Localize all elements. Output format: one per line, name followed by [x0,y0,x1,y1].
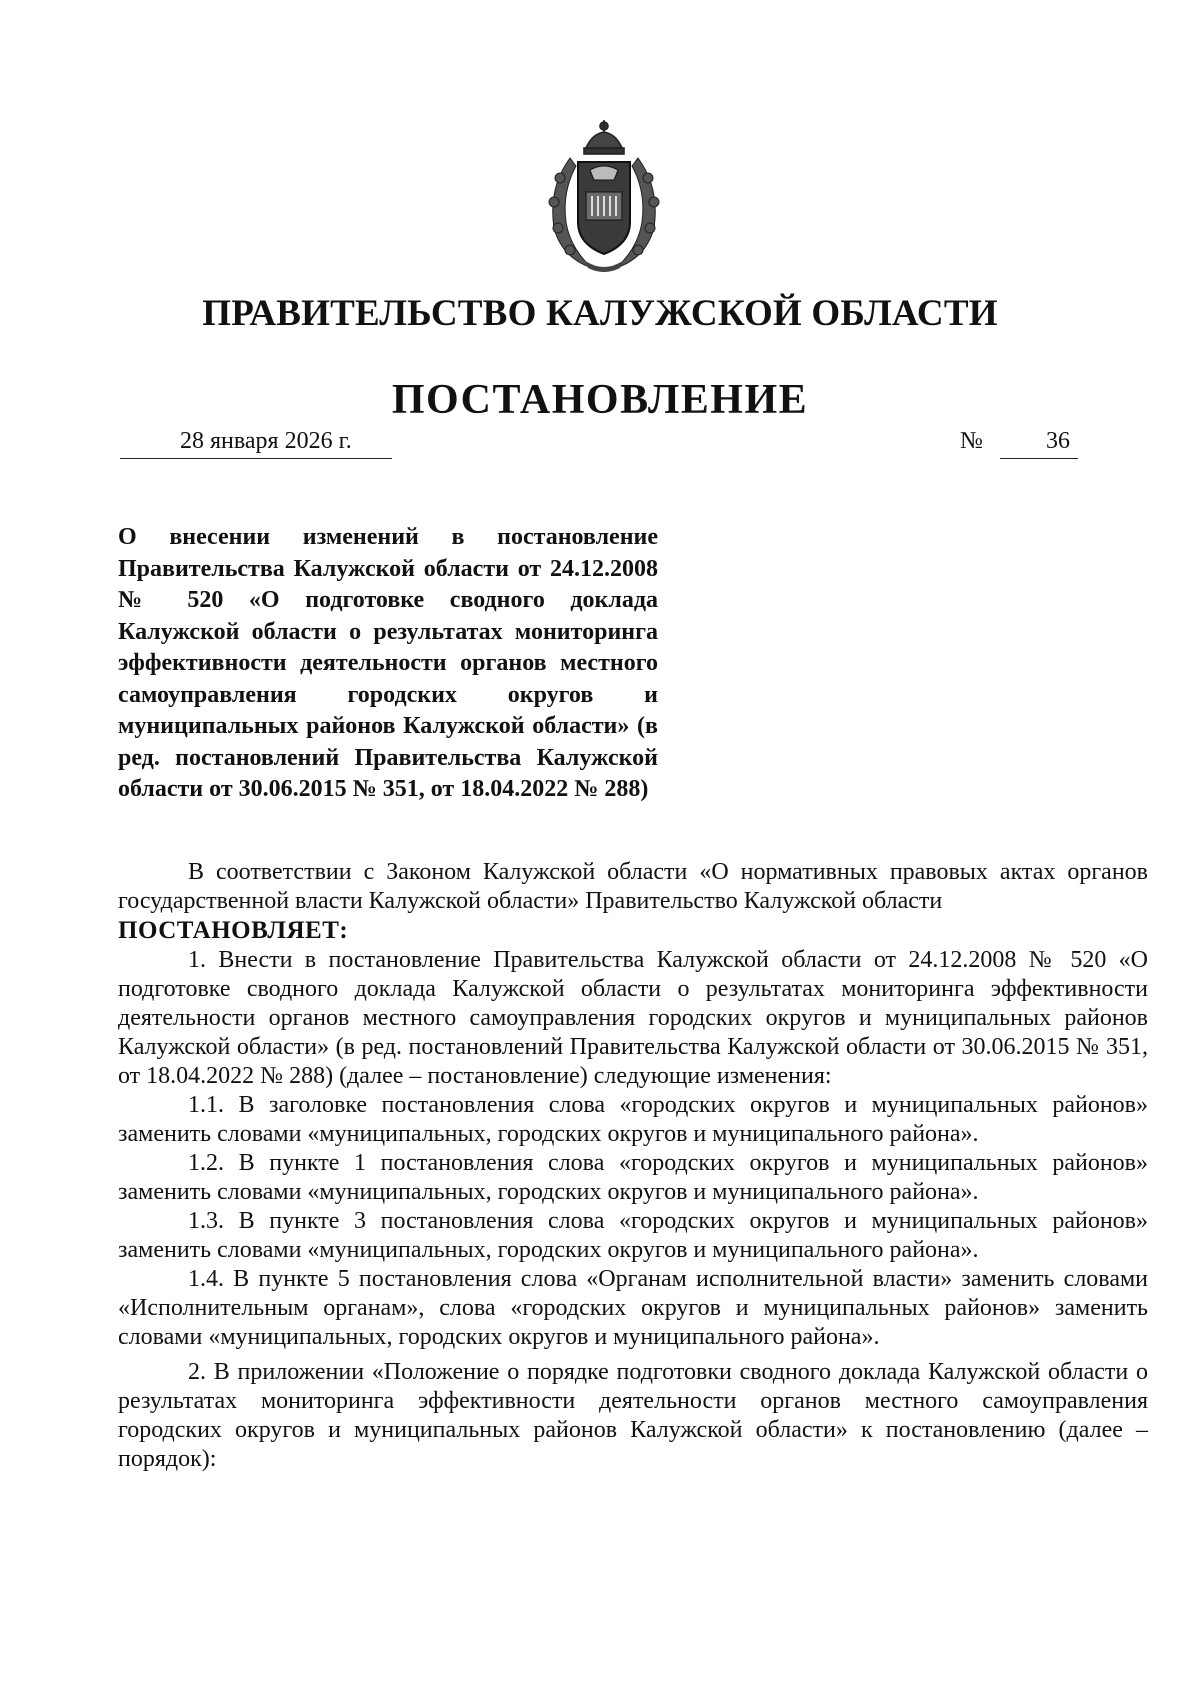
resolves-paragraph [118,916,1148,946]
document-number: 36 [1046,428,1070,454]
body-paragraph: 1.4. В пункте 5 постановления слова «Органам исполнительной власти» заменить словами «Исполнительным органам», слова «городских округов и муниципальных районов» заменить словами «муниципальных, городских округов и муниципального района». [118,1266,1148,1350]
document-date: 28 января 2026 г. [180,428,352,454]
number-sign: № [960,428,983,454]
coat-of-arms-icon [540,118,668,274]
body-paragraph: 2. В приложении «Положение о порядке подготовки сводного доклада Калужской области о результатах мониторинга эффективности деятельности органов местного самоуправления городских округов и муниципальных районов Калужской области» к постановлению (далее – порядок): [118,1359,1148,1472]
document-date-field [120,424,392,459]
preamble-paragraph [118,858,1148,916]
body-paragraph: 1.3. В пункте 3 постановления слова «городских округов и муниципальных районов» заменить словами «муниципальных, городских округов и муниципального района». [118,1208,1148,1263]
body-paragraph: 1.1. В заголовке постановления слова «городских округов и муниципальных районов» заменить словами «муниципальных, городских округов и муниципального района». [118,1092,1148,1147]
document-type-title: ПОСТАНОВЛЕНИЕ [391,377,809,423]
organization-name: ПРАВИТЕЛЬСТВО КАЛУЖСКОЙ ОБЛАСТИ [202,293,998,334]
document-subject-title: О внесении изменений в постановление Правительства Калужской области от 24.12.2008 № 520 «О подготовке сводного доклада Калужской области о результатах мониторинга эффективности деятельности органов местного самоуправления городских округов и муниципальных районов Калужской области» (в ред. постановлений Правительства Калужской области от 30.06.2015 № 351, от 18.04.2022 № 288) [118,524,658,802]
body-paragraph: 1. Внести в постановление Правительства Калужской области от 24.12.2008 № 520 «О подготовке сводного доклада Калужской области о результатах мониторинга эффективности деятельности органов местного самоуправления городских округов и муниципальных районов Калужской области» (в ред. постановлений Правительства Калужской области от 30.06.2015 № 351, от 18.04.2022 № 288) (далее – постановление) следующие изменения: [118,947,1148,1089]
resolves-keyword: ПОСТАНОВЛЯЕТ: [118,917,349,944]
preamble-text: В соответствии с Законом Калужской области «О нормативных правовых актах органов государственной власти Калужской области» Правительство Калужской области [118,859,1148,914]
document-body [118,858,1148,1474]
document-number-field [960,424,1120,458]
body-paragraph: 1.2. В пункте 1 постановления слова «городских округов и муниципальных районов» заменить словами «муниципальных, городских округов и муниципального района». [118,1150,1148,1205]
